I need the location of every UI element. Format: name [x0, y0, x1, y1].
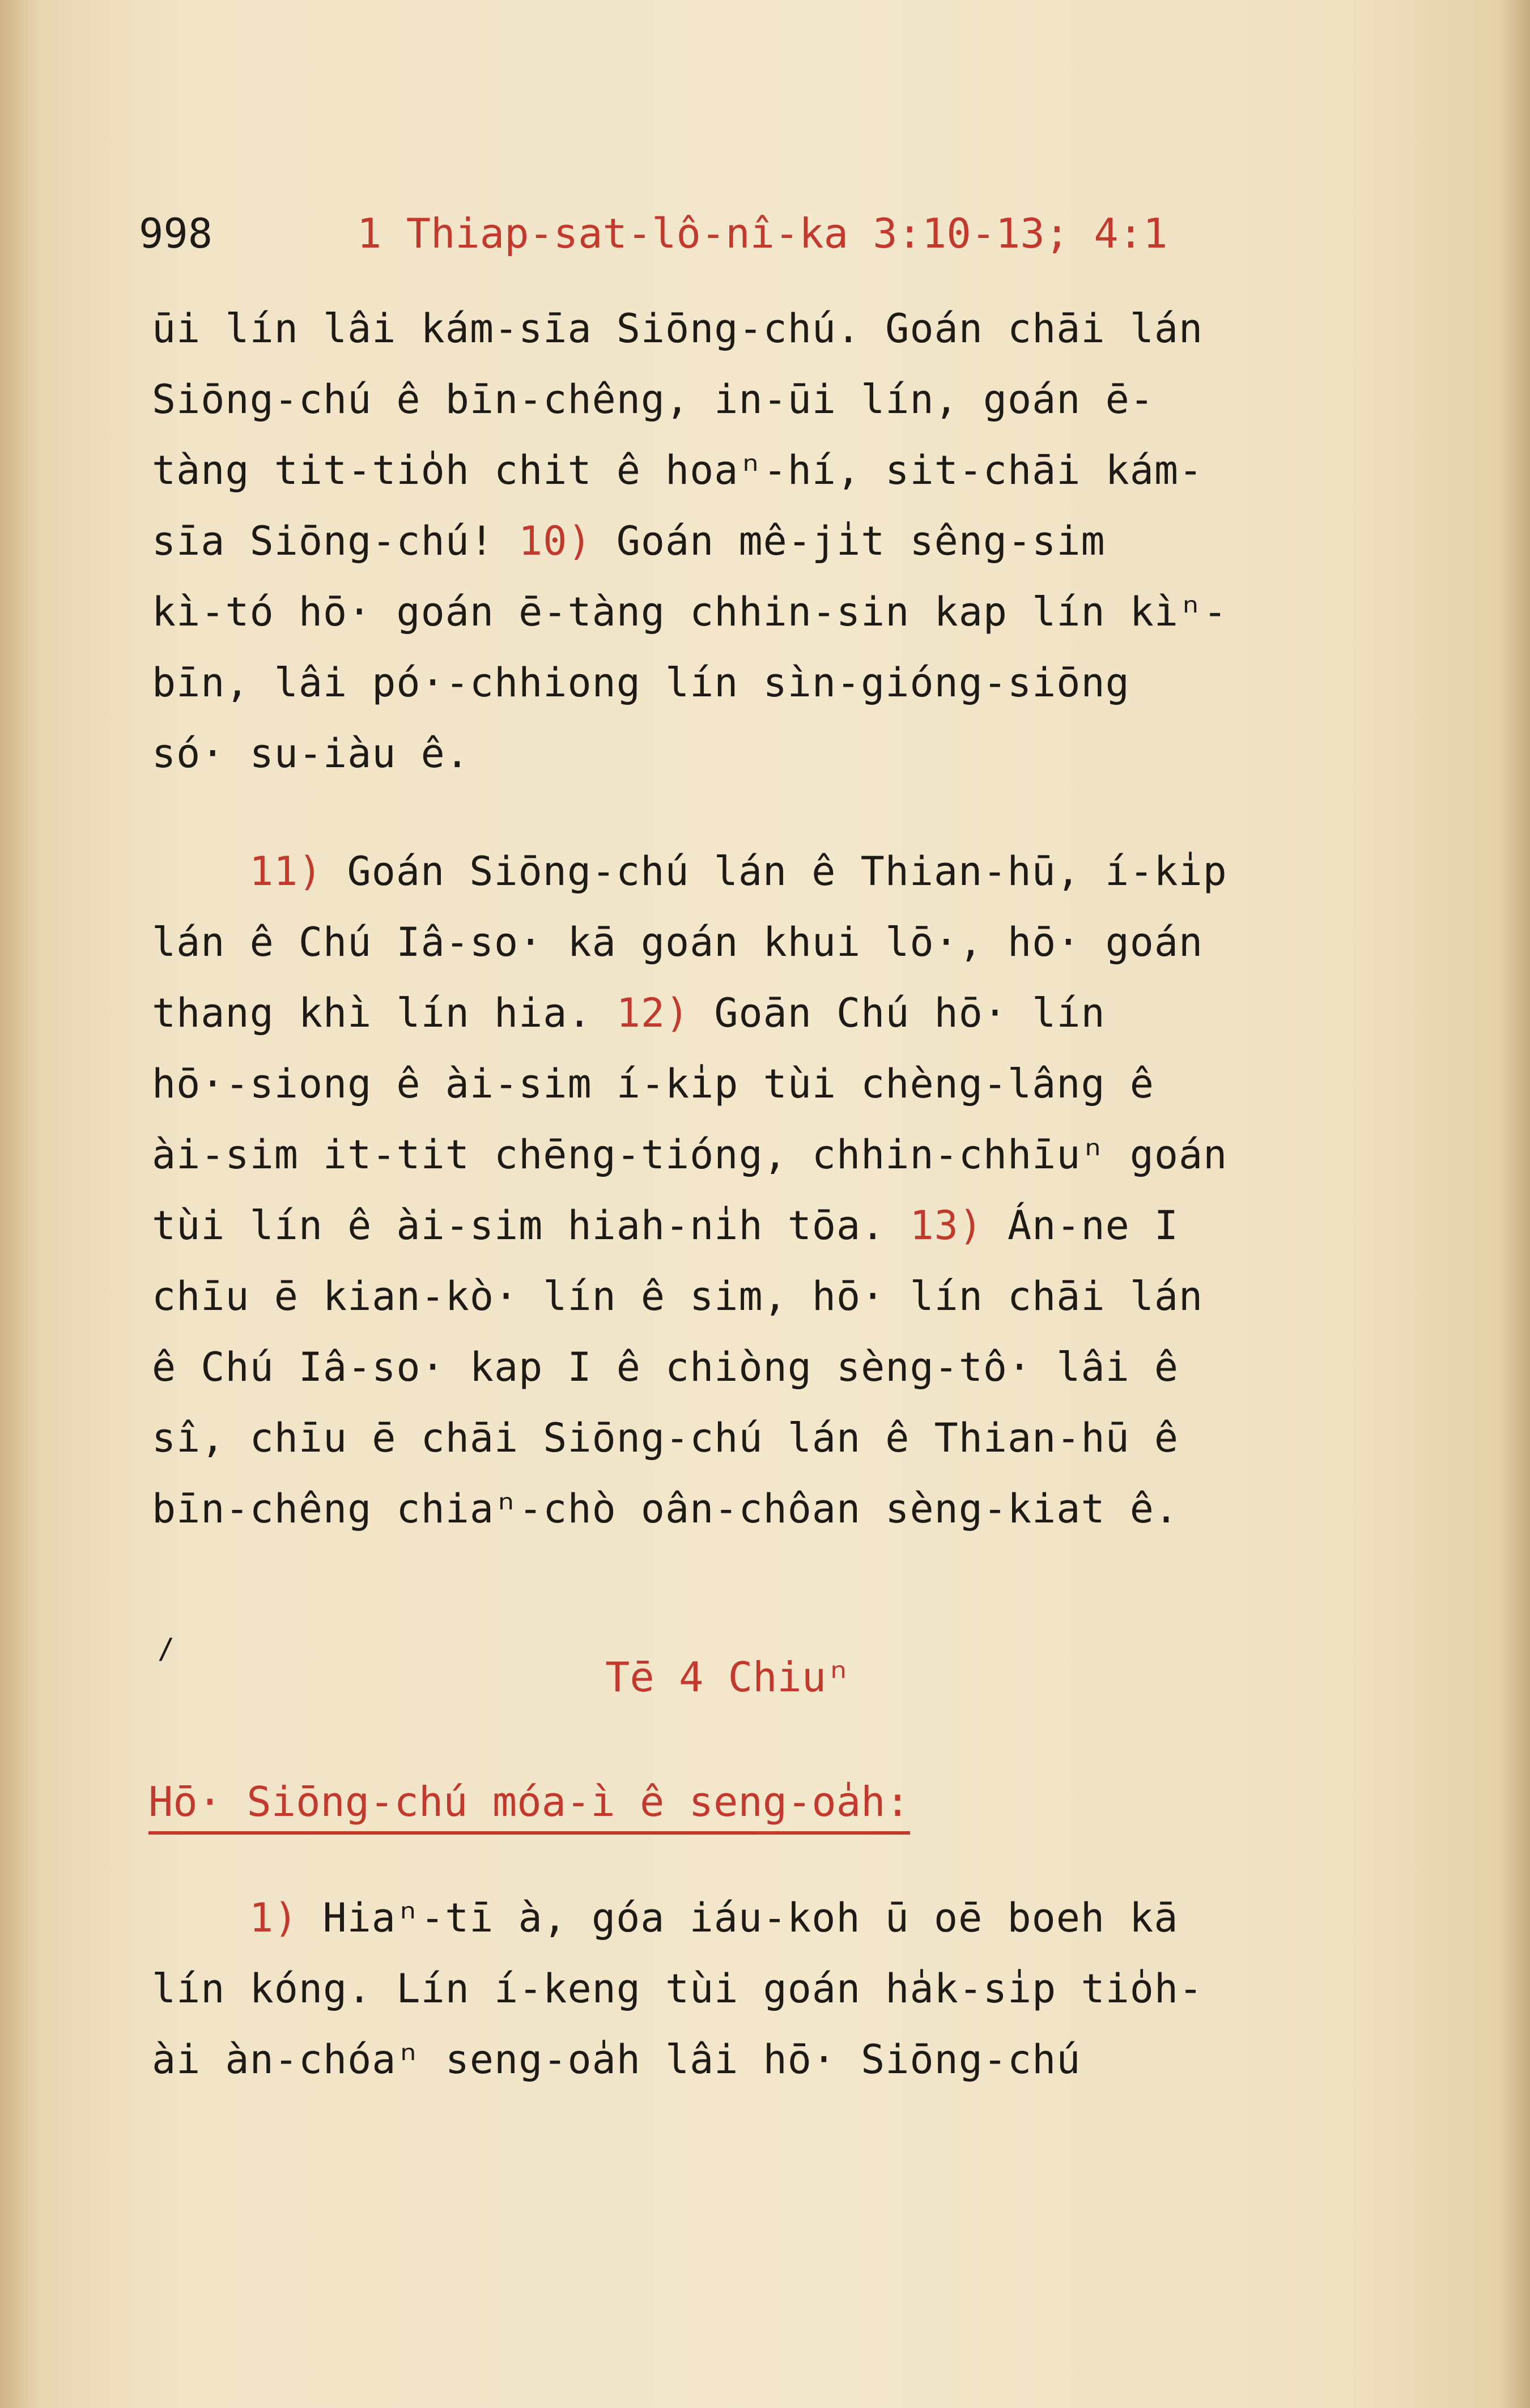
text-line: kì-tó hō· goán ē-tàng chhin-sin kap lín kìⁿ-: [152, 589, 1228, 635]
verse-number: 13): [910, 1202, 983, 1249]
verse-number: 10): [518, 518, 592, 564]
text-line: [152, 513, 1106, 569]
verse-number: 1): [249, 1895, 299, 1941]
chapter-heading: Tē 4 Chiuⁿ: [605, 1653, 851, 1701]
text-line: ūi lín lâi kám-sīa Siōng-chú. Goán chāi lán: [152, 305, 1204, 352]
text-segment: Goán Siōng-chú lán ê Thian-hū, í-ki̍p: [322, 848, 1227, 895]
text-line: bīn, lâi pó·-chhiong lín sìn-gióng-siōng: [152, 660, 1130, 706]
text-segment: Án-ne I: [983, 1202, 1179, 1249]
text-line: ài àn-chóaⁿ seng-oa̍h lâi hō· Siōng-chú: [152, 2036, 1081, 2083]
text-line: ê Chú Iâ-so· kap I ê chiòng sèng-tô· lâi ê: [152, 1344, 1179, 1390]
text-line: lán ê Chú Iâ-so· kā goán khui lō·, hō· goán: [152, 919, 1204, 965]
text-line: lín kóng. Lín í-keng tùi goán ha̍k-si̍p tio̍h-: [152, 1965, 1204, 2012]
verse-number: 12): [616, 990, 690, 1036]
text-segment: Goān Chú hō· lín: [690, 990, 1106, 1036]
text-segment: Hiaⁿ-tī à, góa iáu-koh ū oē boeh kā: [298, 1895, 1179, 1941]
page-right-edge: [1499, 0, 1530, 2408]
verse-number: 11): [249, 848, 323, 895]
page-number: 998: [139, 210, 213, 257]
text-segment: sīa Siōng-chú!: [152, 518, 519, 564]
text-line: [152, 1197, 1179, 1254]
section-heading: Hō· Siōng-chú móa-ì ê seng-oa̍h:: [148, 1773, 910, 1835]
page-left-shadow: [0, 0, 40, 2408]
text-line: ài-sim it-tit chēng-tióng, chhin-chhīuⁿ goán: [152, 1131, 1228, 1178]
text-line: [249, 843, 1227, 900]
text-line: bīn-chêng chiaⁿ-chò oân-chôan sèng-kiat ê.: [152, 1486, 1179, 1532]
text-line: tàng tit-tio̍h chit ê hoaⁿ-hí, sit-chāi kám-: [152, 447, 1204, 493]
text-line: [249, 1890, 1178, 1946]
text-line: só· su-iàu ê.: [152, 730, 470, 777]
text-line: [152, 985, 1106, 1041]
text-line: chīu ē kian-kò· lín ê sim, hō· lín chāi lán: [152, 1273, 1204, 1320]
running-header-title: 1 Thiap-sat-lô-nî-ka 3:10-13; 4:1: [357, 210, 1168, 257]
text-line: Siōng-chú ê bīn-chêng, in-ūi lín, goán ē-: [152, 376, 1154, 423]
text-line: hō·-siong ê ài-sim í-ki̍p tùi chèng-lâng ê: [152, 1061, 1154, 1107]
stray-pencil-mark: /: [158, 1632, 175, 1665]
text-segment: Goán mê-ji̍t sêng-sim: [592, 518, 1106, 564]
text-segment: tùi lín ê ài-sim hiah-ni̍h tōa.: [152, 1202, 910, 1249]
text-line: sî, chīu ē chāi Siōng-chú lán ê Thian-hū ê: [152, 1415, 1179, 1461]
text-segment: thang khì lín hia.: [152, 990, 617, 1036]
